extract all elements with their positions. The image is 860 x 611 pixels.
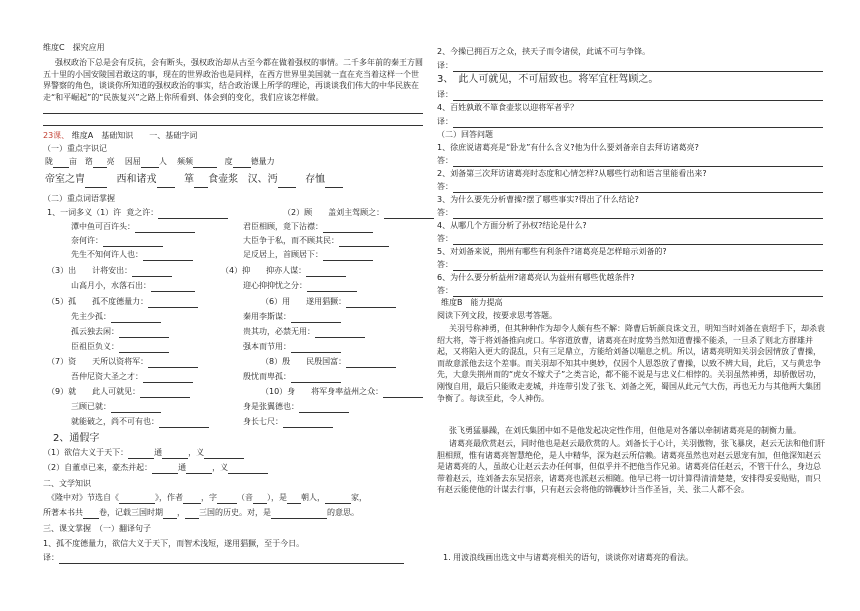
yiduo-label: 1、一词多义（1）许 xyxy=(47,208,122,217)
sub-heading-2: （二）重点词语掌握 xyxy=(43,194,115,203)
reading-para-2: 张飞勇猛暴躁，在刘氏集团中如不是他发起决定性作用，但他是对各藩以牵制诸葛亮是的制衡力量。 xyxy=(449,426,801,435)
chars-row-2: 帝室之胄 西和诸戎 箪 食壶浆 汉、沔 存恤 xyxy=(45,173,343,188)
lesson-title: 维度A 基础知识 一、基础字词 xyxy=(71,131,198,140)
sentence-1: 1、孤不度德量力，欲信大义于天下，而智术浅短，遂用猖獗，至于今日。 xyxy=(43,539,305,548)
section-b-title: 维度B 能力提高 xyxy=(441,298,503,307)
lesson-number: 23课、 xyxy=(43,131,70,140)
question-4: 4、从哪几个方面分析了孙权?结论是什么? xyxy=(437,221,587,230)
question-1: 1、徐庶说诸葛亮是“卧龙”有什么含义?他为什么要刘备亲自去拜访诸葛亮? xyxy=(437,143,699,152)
sentence-4: 4、百姓孰敢不箪食壶浆以迎将军者乎？ xyxy=(437,103,579,112)
sub-heading-1: （一）重点字识记 xyxy=(43,144,107,153)
answer-line xyxy=(43,113,423,114)
sentence-2: 2、今操已拥百万之众，挟天子而令诸侯，此诚不可与争锋。 xyxy=(437,47,651,56)
question-6: 6、为什么要分析益州?诸葛亮认为益州有哪些优越条件? xyxy=(437,273,635,282)
question-3: 3、为什么要先分析曹操?摆了哪些事实?得出了什么结论? xyxy=(437,195,639,204)
section-c-title: 维度C 探究应用 xyxy=(43,43,105,52)
text-mastery-heading: 三、课文掌握 （一）翻译句子 xyxy=(43,524,151,533)
reading-para-1: 关羽号称神勇，但其种种作为却令人颇有些不解：降曹后斩颜良诛文丑，明知当时刘备在袁绍手下，却杀袁绍大将，等于将刘备推向虎口。华容道放曹，诸葛亮在时度势当然知道曹操不能杀，一旦杀了则北方群雄并起，又将陷入更大的混乱，只有三足鼎立，方能给刘备以喘息之机。所以，诸葛亮明知关羽会因情放了曹操，而故意派他去这个差事。而关羽却不知其中奥妙，仅因个人恩怨放了曹操，以致不辨大局，此后，又与黄忠争先，大意失荆州而的“虎女不嫁犬子”之类言论，都不能不说是与忠义仁相悖的。关羽虽然神勇，却骄傲居功，刚愎自用，最后只能败走麦城，并连带引发了张飞、刘备之死，蜀国从此元气大伤，再也无力与其他两大集团争衡了。每读至此，令人神伤。 xyxy=(437,324,825,403)
tongjia-heading: 2、通假字 xyxy=(53,433,100,444)
question-5: 5、对刘备来说，荆州有哪些有利条件?诸葛亮是怎样暗示刘备的? xyxy=(437,247,667,256)
answer-line xyxy=(43,125,423,126)
reading-instruction: 阅读下列文段，按要求思考答题。 xyxy=(437,311,557,320)
chars-row-1: 陇 亩 谘 亮 因屈 人 频频 度 德量力 xyxy=(45,157,275,166)
worksheet-page: 维度C 探究应用 强权政治下总是会有反抗，会有断头，强权政治却从古至今都在做着强权的事情。二千多年前的秦王方圆五十里的小国安陵国君敢这的事，现在的世界政治也是同样，在西方世界里美国就一直在充当着这样一个世界警察的角色，谈谈你所知道的强权政治的事实，结合政治课上所学的理论，再谈谈我们伟大的中华民族在走“和平崛起”的“民族复兴”之路上你所看到、体会到的变化，我们应该怎样做。 23课、 维度A 基础知识 一、基础字词 （一）重点字识记 陇 亩 谘 亮 因屈 人 频频 度 德量力 帝室之胄 西和诸戎 箪 食壶浆 汉、沔 存恤 （二）重点词语掌握 1、一词多义（1）许 竟之许： （2）顾 盖刘主驾顾之： 潭中鱼可百许头： 君臣相顾，竟下沾襟： 奈何许： 大臣争于私，而不顾其民： 先生不知何许人也： 足反居上，首顾居下： （3）出 计将安出： （4）抑 抑亦人谋： 山高月小，水落石出： 迎心抑抑忧之分： （5）孤 孤不度德量力： （6）用 遂用猖獗： 先主少孤： 秦用李斯谋： 孤云独去闲： 贵其功，必禁无用： 臣祖臣负义： 强本而节用： （7）资 天所以资将军： （8）殷 民殷国富： 吾仲尼资大圣之才： 殷忧而卑孤： （9）就 此人可就见： （10）身 将军身率益州之众： 三顾已就： 身是张翼德也： 就能破之，尚不可有也： 身长七尺： 2、通假字 （1）欲信大义于天下： 通 ，义 （2）自董卓已来，豪杰并起： 通 ，义 二、文学知识 《隆中对》节选自《 》，作者 ，字 （音 ），是 朝人， 家， 所著本书共 卷，记载三国时期 ， 三国的历史。对，是 的意思。 三、课文掌握 （一）翻译句子 1、孤不度德量力，欲信大义于天下，而智术浅短，遂用猖獗，至于今日。 译： 2、今操已拥百万之众，挟天子而令诸侯，此诚不可与争锋。 译： 3、 此人可就见，不可屈致也。将军宜枉驾顾之。 译： 4、百姓孰敢不箪食壶浆以迎将军者乎？ 译： （二）回答问题 1、徐庶说诸葛亮是“卧龙”有什么含义?他为什么要刘备亲自去拜访诸葛亮? 答： 2、刘备第三次拜访诸葛亮时态度和心情怎样?从哪些行动和语言里能看出来? 答： 3、为什么要先分析曹操?摆了哪些事实?得出了什么结论? 答： 4、从哪几个方面分析了孙权?结论是什么? 答： 5、对刘备来说，荆州有哪些有利条件?诸葛亮是怎样暗示刘备的? 答： 6、为什么要分析益州?诸葛亮认为益州有哪些优越条件? 答： 维度B 能力提高 阅读下列文段，按要求思考答题。 关羽号称神勇，但其种种作为却令人颇有些不解：降曹后斩颜良诛文丑，明知当时刘备在袁绍手下，却杀袁绍大将，等于将刘备推向虎口。华容道放曹，诸葛亮在时度势当然知道曹操不能杀，一旦杀了则北方群雄并起，又将陷入更大的混乱，只有三足鼎立，方能给刘备以喘息之机。所以，诸葛亮明知关羽会因情放了曹操，而故意派他去这个差事。而关羽却不知其中奥妙，仅因个人恩怨放了曹操，以致不辨大局，此后，又与黄忠争先，大意失荆州而的“虎女不嫁犬子”之类言论，都不能不说是与忠义仁相悖的。关羽虽然神勇，却骄傲居功，刚愎自用，最后只能败走麦城，并连带引发了张飞、刘备之死，蜀国从此元气大伤，再也无力与其他两大集团争衡了。每读至此，令人神伤。 张飞勇猛暴躁，在刘氏集团中如不是他发起决定性作用，但他是对各藩以牵制诸葛亮是的制衡力量。 诸葛亮最欣赏赵云，同时他也是赵云最欣赏的人。刘备长于心计，关羽傲物，张飞暴戾，赵云无法和他们肝胆相照，惟有诸葛亮智慧绝伦，是人中精华，深为赵云所信赖。诸葛亮虽然也对赵云恩宠有加，但他深知赵云是诸葛亮的人，虽故心让赵云去办任何事，但似乎并不把他当作兄弟。诸葛亮信任赵云，不管干什么，身边总带着赵云，连刘备去东吴招亲，诸葛亮也派赵云相随。他早已将一切计算得清清楚楚，安排得妥妥贴贴，而只有赵云能使他的计谋去行事，只有赵云会将他的锦囊妙计当作圣旨，关、张二人都不会。 1. 用波浪线画出选文中与诸葛亮相关的语句，谈谈你对诸葛亮的看法。 xyxy=(43,43,825,562)
literature-heading: 二、文学知识 xyxy=(43,479,91,488)
qa-heading: （二）回答问题 xyxy=(437,130,493,139)
question-2: 2、刘备第三次拜访诸葛亮时态度和心情怎样?从哪些行动和语言里能看出来? xyxy=(437,169,707,178)
sentence-3: 3、 此人可就见，不可屈致也。将军宜枉驾顾之。 xyxy=(437,74,659,85)
reading-para-3: 诸葛亮最欣赏赵云，同时他也是赵云最欣赏的人。刘备长于心计，关羽傲物，张飞暴戾，赵云无法和他们肝胆相照，惟有诸葛亮智慧绝伦，是人中精华，深为赵云所信赖。诸葛亮虽然也对赵云恩宠有加，但他深知赵云是诸葛亮的人，虽故心让赵云去办任何事，但似乎并不把他当作兄弟。诸葛亮信任赵云，不管干什么，身边总带着赵云，连刘备去东吴招亲，诸葛亮也派赵云相随。他早已将一切计算得清清楚楚，安排得妥妥贴贴，而只有赵云能使他的计谋去行事，只有赵云会将他的锦囊妙计当作圣旨，关、张二人都不会。 xyxy=(437,439,825,495)
section-c-text: 强权政治下总是会有反抗，会有断头，强权政治却从古至今都在做着强权的事情。二千多年前的秦王方圆五十里的小国安陵国君敢这的事，现在的世界政治也是同样，在西方世界里美国就一直在充当着这样一个世界警察的角色，谈谈你所知道的强权政治的事实，结合政治课上所学的理论，再谈谈我们伟大的中华民族在走“和平崛起”的“民族复兴”之路上你所看到、体会到的变化，我们应该怎样做。 xyxy=(43,58,423,102)
task-1: 1. 用波浪线画出选文中与诸葛亮相关的语句，谈谈你对诸葛亮的看法。 xyxy=(443,553,694,562)
